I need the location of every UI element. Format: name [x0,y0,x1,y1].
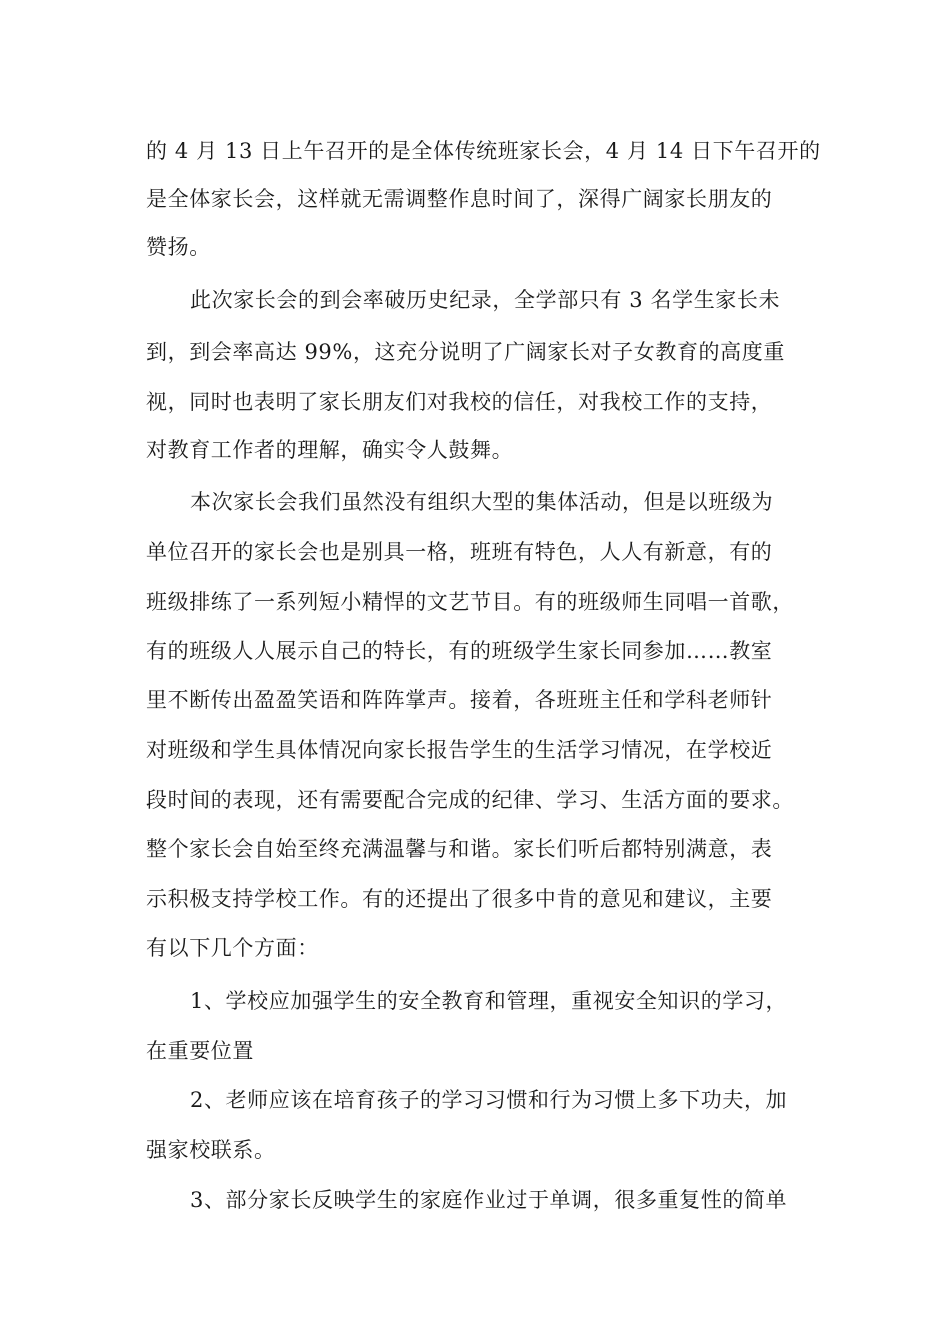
text-line: 本次家长会我们虽然没有组织大型的集体活动，但是以班级为 [190,490,774,514]
text-line: 对教育工作者的理解，确实令人鼓舞。 [146,438,514,462]
text-line: 班级排练了一系列短小精悍的文艺节目。有的班级师生同唱一首歌， [146,590,794,614]
text-line: 示积极支持学校工作。有的还提出了很多中肯的意见和建议，主要 [146,887,773,911]
text-line: 对班级和学生具体情况向家长报告学生的生活学习情况，在学校近 [146,738,773,762]
text-line: 的 4 月 13 日上午召开的是全体传统班家长会，4 月 14 日下午召开的 [146,139,821,163]
text-line: 赞扬。 [146,235,211,259]
text-line: 段时间的表现，还有需要配合完成的纪律、学习、生活方面的要求。 [146,788,794,812]
text-line: 视，同时也表明了家长朋友们对我校的信任，对我校工作的支持， [146,390,773,414]
text-line: 单位召开的家长会也是别具一格，班班有特色，人人有新意，有的 [146,540,773,564]
text-line: 此次家长会的到会率破历史纪录，全学部只有 3 名学生家长未 [190,288,781,312]
text-line: 在重要位置 [146,1039,254,1063]
list-item-1: 1、学校应加强学生的安全教育和管理，重视安全知识的学习， [190,989,788,1013]
text-line: 整个家长会自始至终充满温馨与和谐。家长们听后都特别满意，表 [146,837,773,861]
text-line: 里不断传出盈盈笑语和阵阵掌声。接着，各班班主任和学科老师针 [146,688,773,712]
text-line: 是全体家长会，这样就无需调整作息时间了，深得广阔家长朋友的 [146,187,773,211]
text-line: 有的班级人人展示自己的特长，有的班级学生家长同参加……教室 [146,639,773,663]
text-line: 强家校联系。 [146,1138,276,1162]
list-item-2: 2、老师应该在培育孩子的学习习惯和行为习惯上多下功夫，加 [190,1088,788,1112]
text-line: 到，到会率高达 99%，这充分说明了广阔家长对子女教育的高度重 [146,340,785,364]
list-item-3: 3、部分家长反映学生的家庭作业过于单调，很多重复性的简单 [190,1188,788,1212]
text-line: 有以下几个方面： [146,936,319,960]
